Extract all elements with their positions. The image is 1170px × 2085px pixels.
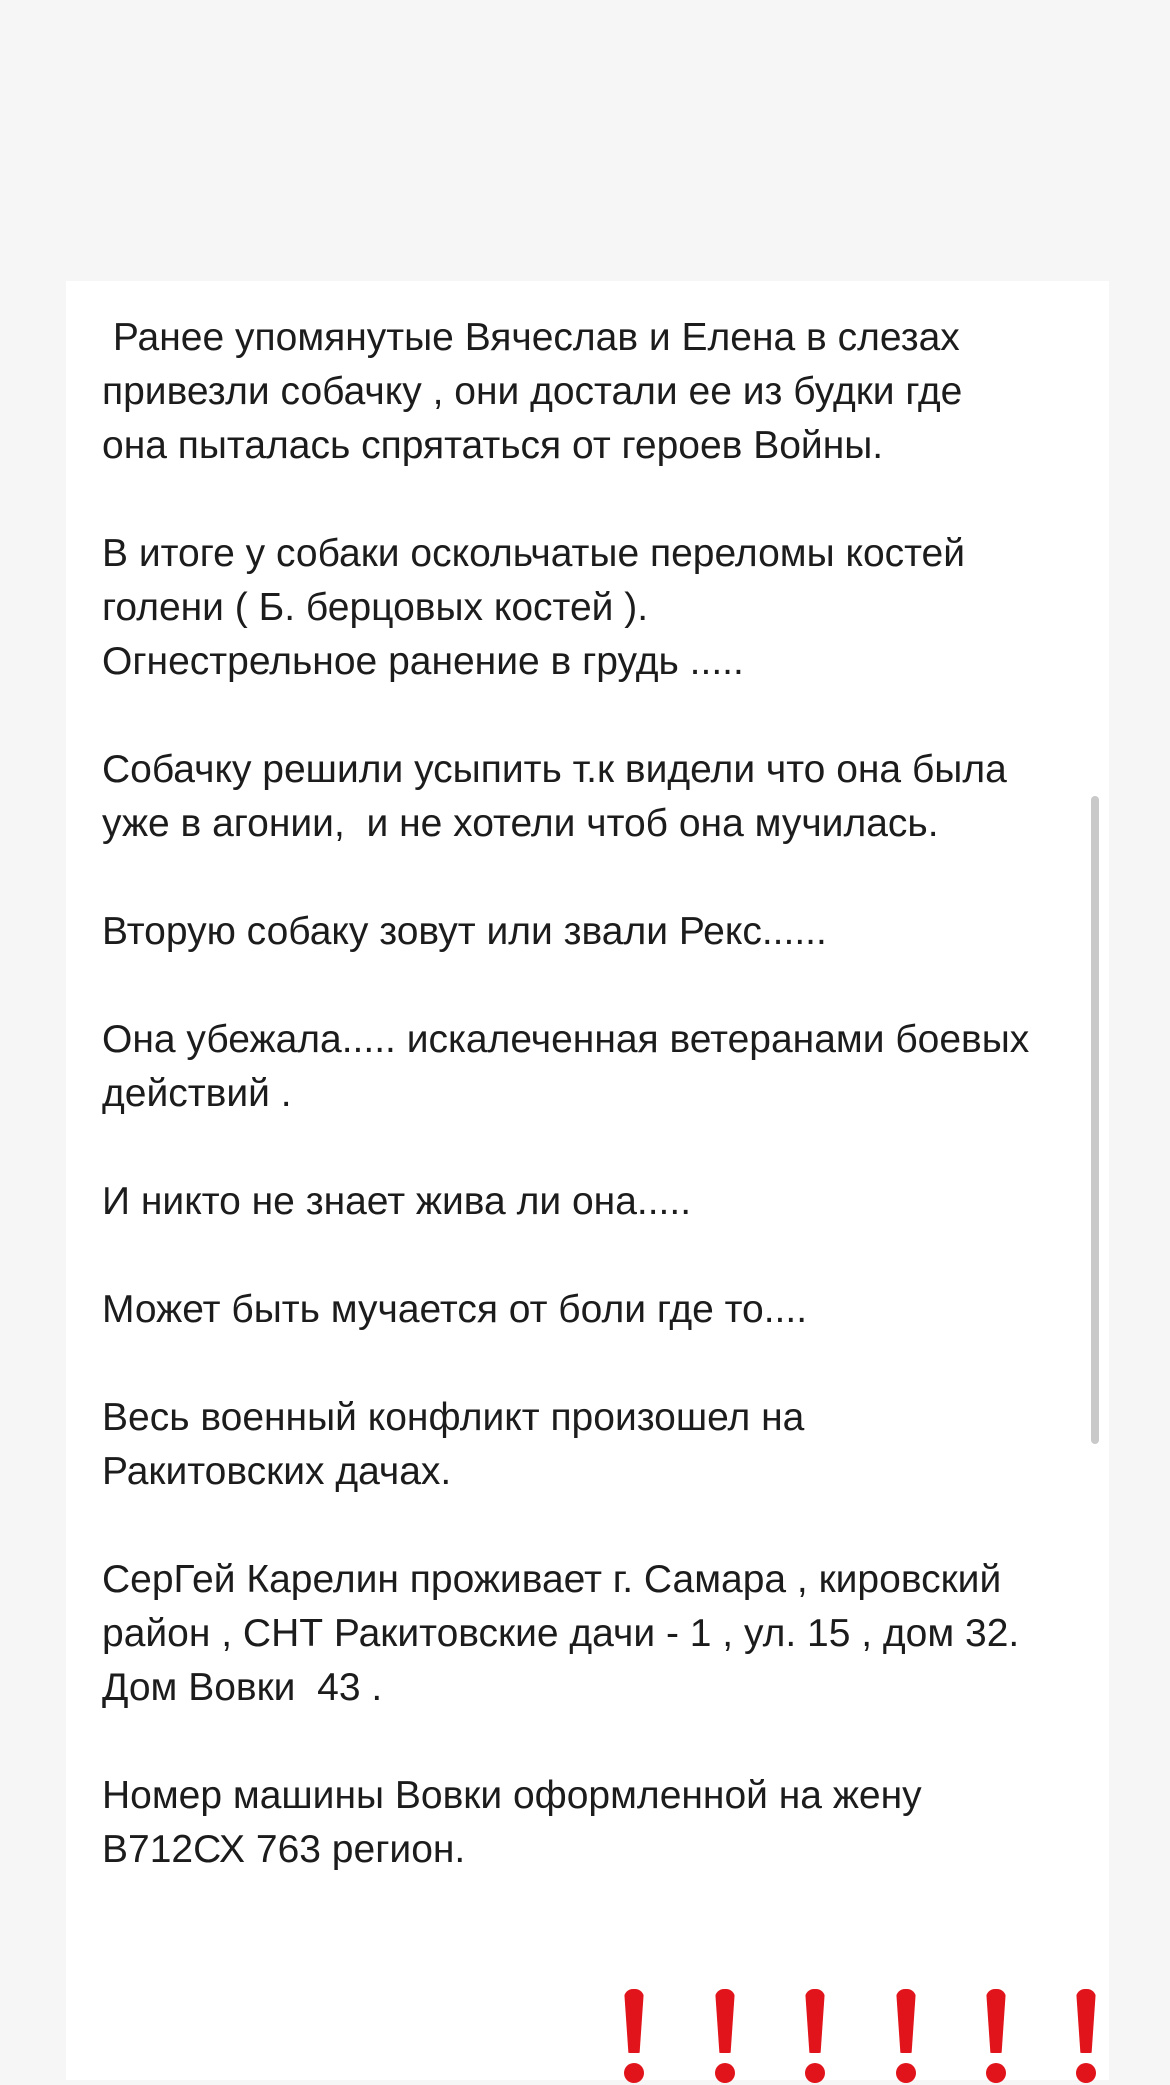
red-exclamation-mark-icon: [795, 1989, 835, 2085]
note-card: [66, 281, 1109, 2080]
red-exclamation-mark-icon: [614, 1989, 654, 2085]
red-exclamation-mark-icon: [976, 1989, 1016, 2085]
exclamation-row: [614, 1989, 1114, 2085]
red-exclamation-mark-icon: [1066, 1989, 1106, 2085]
red-exclamation-mark-icon: [705, 1989, 745, 2085]
red-exclamation-mark-icon: [886, 1989, 926, 2085]
note-text[interactable]: Ранее упомянутые Вячеслав и Елена в слезах привезли собачку , они достали ее из будки где она пыталась спрятаться от героев Войны. В итоге у собаки оскольчатые переломы костей голени ( Б. берцовых костей ). Огнестрельное ранение в грудь ..... Собачку решили усыпить т.к видели что она была уже в агонии, и не хотели чтоб она мучилась. Вторую собаку зовут или звали Рекс...... Она убежала..... искалеченная ветеранами боевых действий . И никто не знает жива ли она..... Может быть мучается от боли где то.... Весь военный конфликт произошел на Ракитовских дачах. СерГей Карелин проживает г. Самара , кировский район , СНТ Ракитовские дачи - 1 , ул. 15 , дом 32. Дом Вовки 43 . Номер машины Вовки оформленной на жену В712СХ 763 регион.: [102, 316, 1030, 1871]
vertical-scrollbar[interactable]: [1091, 796, 1099, 1444]
